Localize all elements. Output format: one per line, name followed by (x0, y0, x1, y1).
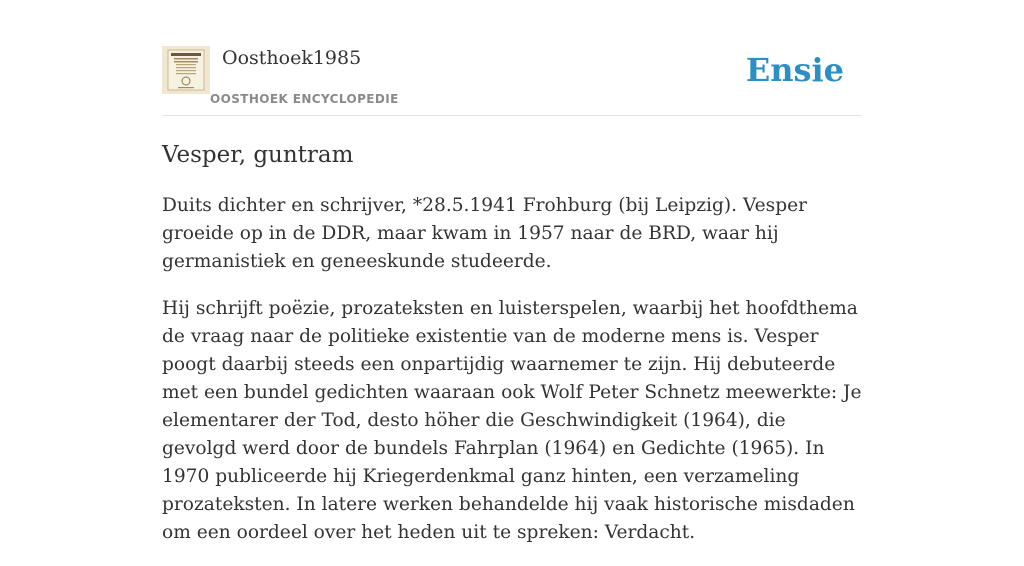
article-body (162, 192, 862, 566)
avatar-image (162, 46, 210, 94)
brand-logo[interactable]: Ensie (745, 51, 844, 89)
source-label[interactable]: OOSTHOEK ENCYCLOPEDIE (210, 92, 399, 106)
article-card (162, 0, 862, 543)
article-header (162, 0, 862, 116)
encyclopedia-cover-icon[interactable] (162, 46, 210, 94)
article-paragraph: Hij schrijft poëzie, prozateksten en luisterspelen, waarbij het hoofdthema de vraag naar de politieke existentie van de moderne mens is. Vesper poogt daarbij steeds een onpartijdig waarnemer te zijn. Hij debuteerde met een bundel gedichten waaraan ook Wolf Peter Schnetz meewerkte: Je elementarer der Tod, desto höher die Geschwindigkeit (1964), die gevolgd werd door de bundels Fahrplan (1964) en Gedichte (1965). In 1970 publiceerde hij Kriegerdenkmal ganz hinten, een verzameling prozateksten. In latere werken behandelde hij vaak historische misdaden om een oordeel over het heden uit te spreken: Verdacht. (162, 298, 862, 543)
article-title: Vesper, guntram (162, 142, 354, 168)
article-paragraph: Duits dichter en schrijver, *28.5.1941 Frohburg (bij Leipzig). Vesper groeide op in de DDR, maar kwam in 1957 naar de BRD, waar hij germanistiek en geneeskunde studeerde. (162, 195, 807, 272)
author-name[interactable]: Oosthoek1985 (222, 47, 362, 69)
